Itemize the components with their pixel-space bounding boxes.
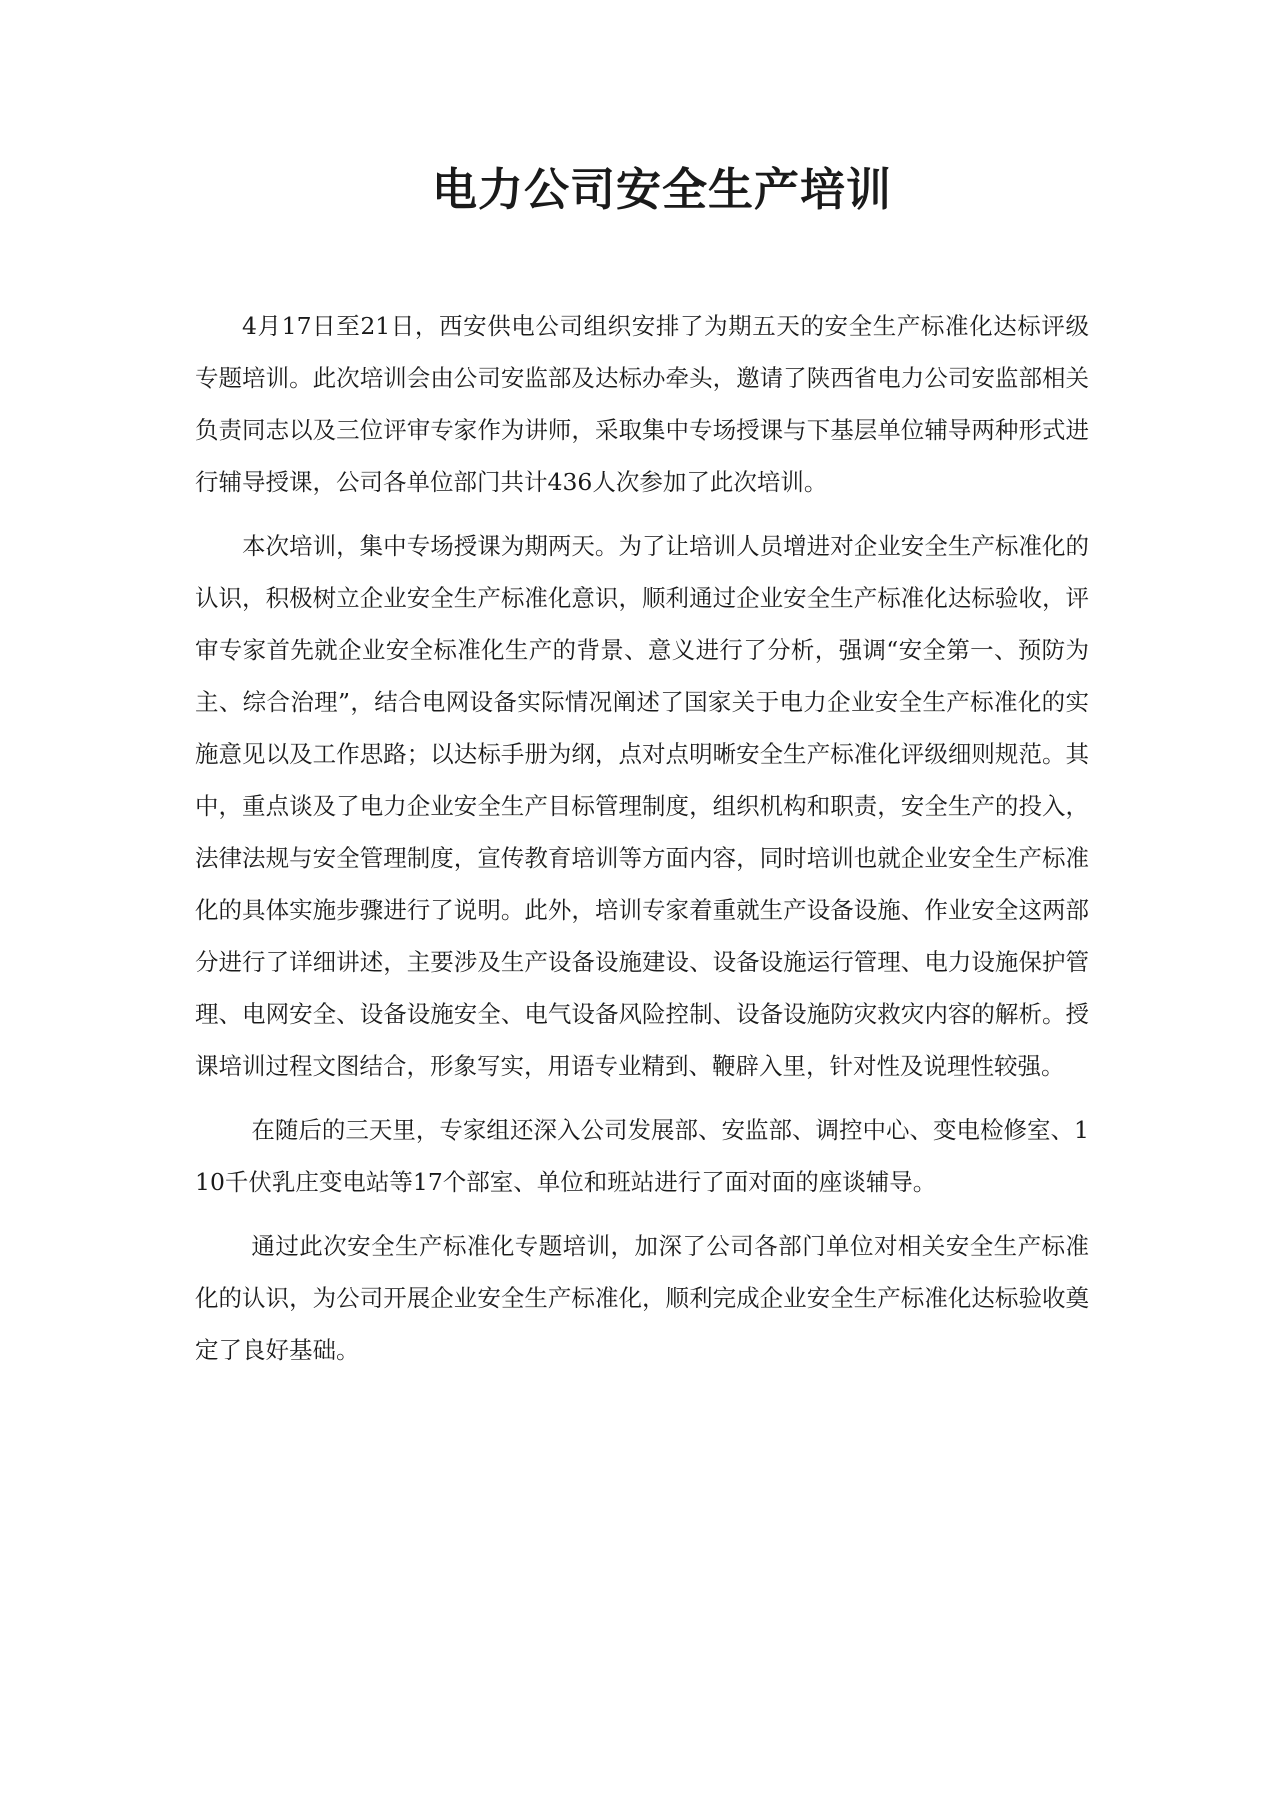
document-title: 电力公司安全生产培训 [431, 163, 892, 216]
document-body [195, 300, 1089, 1376]
paragraph-lecture-content: 本次培训，集中专场授课为期两天。为了让培训人员增进对企业安全生产标准化的认识，积极树立企业安全生产标准化意识，顺利通过企业安全生产标准化达标验收，评审专家首先就企业安全标准化生产的背景、意义进行了分析，强调“安全第一、预防为主、综合治理”，结合电网设备实际情况阐述了国家关于电力企业安全生产标准化的实施意见以及工作思路；以达标手册为纲，点对点明晰安全生产标准化评级细则规范。其中，重点谈及了电力企业安全生产目标管理制度，组织机构和职责，安全生产的投入，法律法规与安全管理制度，宣传教育培训等方面内容，同时培训也就企业安全生产标准化的具体实施步骤进行了说明。此外，培训专家着重就生产设备设施、作业安全这两部分进行了详细讲述，主要涉及生产设备设施建设、设备设施运行管理、电力设施保护管理、电网安全、设备设施安全、电气设备风险控制、设备设施防灾救灾内容的解析。授课培训过程文图结合，形象写实，用语专业精到、鞭辟入里，针对性及说理性较强。 [195, 532, 1089, 1080]
paragraph-onsite-guidance: 在随后的三天里，专家组还深入公司发展部、安监部、调控中心、变电检修室、110千伏乳庄变电站等17个部室、单位和班站进行了面对面的座谈辅导。 [195, 1116, 1089, 1196]
paragraph-conclusion: 通过此次安全生产标准化专题培训，加深了公司各部门单位对相关安全生产标准化的认识，为公司开展企业安全生产标准化，顺利完成企业安全生产标准化达标验收奠定了良好基础。 [195, 1232, 1089, 1364]
paragraph-training-overview: 4月17日至21日，西安供电公司组织安排了为期五天的安全生产标准化达标评级专题培训。此次培训会由公司安监部及达标办牵头，邀请了陕西省电力公司安监部相关负责同志以及三位评审专家作为讲师，采取集中专场授课与下基层单位辅导两种形式进行辅导授课，公司各单位部门共计436人次参加了此次培训。 [195, 312, 1089, 496]
